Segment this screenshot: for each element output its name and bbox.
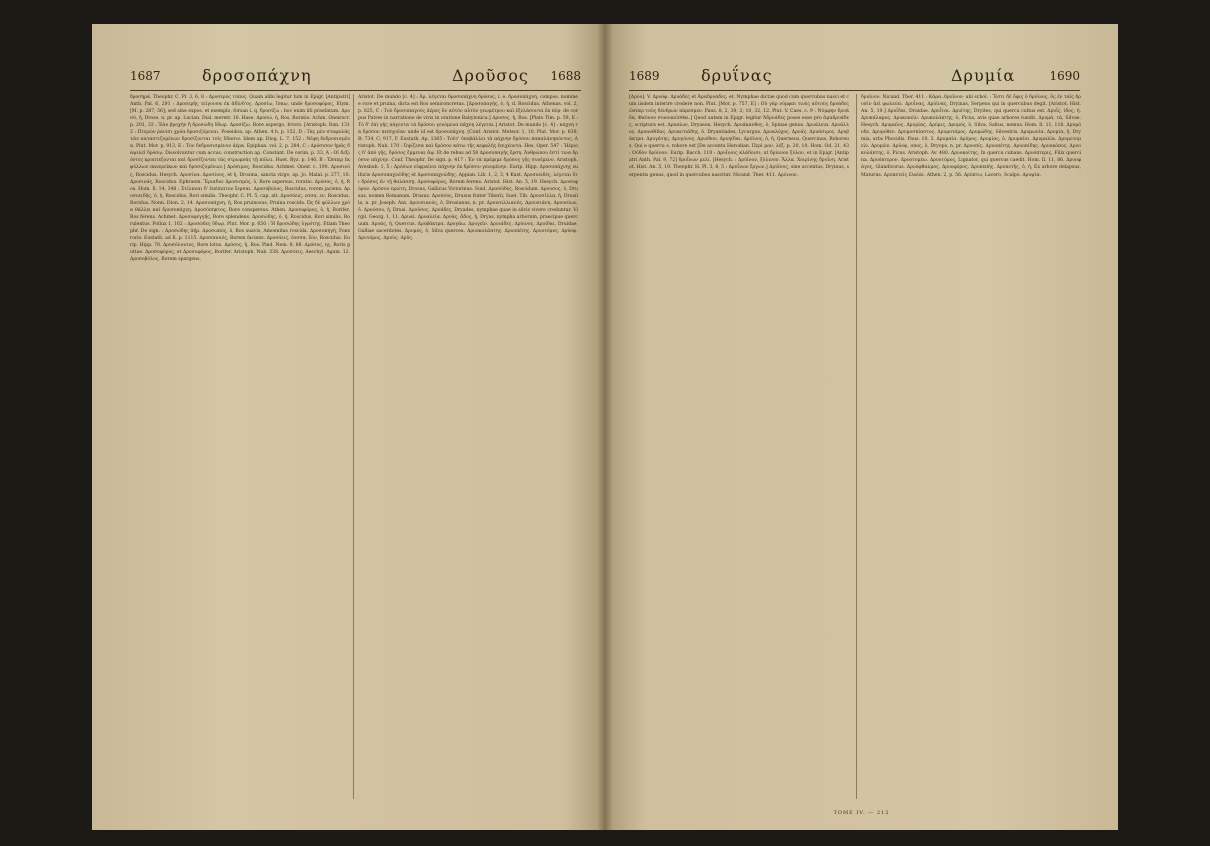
page-number: 1688	[550, 69, 581, 83]
running-headword: Δροῦσος	[452, 66, 529, 85]
text-column	[629, 94, 849, 799]
column-text: δρυΐνου. Nicand. Ther. 411 : Κάρα..δρυΐνου· ubi schol. : Ἔστι δὲ ὄφις ὁ δρύϊνος, ὃς ἐν ταῖς δρυσὶν ἀεὶ φωλεύει. Δρυΐνας, Δρύϊνας, Dryinas, Serpens qui in quercubus degit. [Aristot. Hist. An. 5, 19.] Δρυΐδαι, Druidae. Δρυΐται. Δρυίτης, Dryites, qui quercu cultus est. Δρυΐς, ίδος, ἡ. Δρυκάλαμος. Δρυκοπεῖν. Δρυκολάπτης, ὁ, Picus, avis quae arbores tundit. Δρυμά, τὰ, Silvae. Hesych. Δρυμαῖος. Δρυμίας. Δρύμις. Δρυμός, ὁ, Silva, Saltus, nemus. Hom. Il. 11, 118. Δρυμόνδε. Δρυμόθεν. Δρυμοσκίαστος. Δρυμοτόμος. Δρυμώδης, Silvestris. Δρυμωνία. Δρυμία, ἡ, Drymia, urbs Phocidis. Paus. 10, 3. Δρυμαία. Δρύμος. Δρυμίας, ὁ. Δρυμαῖοι. Δρυμαλία. Δρυμοτομεῖν. Δρυμῶν. Δρύοψ, οπος, ὁ, Dryops, n. pr. Δρυοπίς. Δρυοπέτης. Δρυοπίδης. Δρυοκόπος. Δρυοκολάπτης, ὁ, Picus. Aristoph. Av. 480. Δρυοκοίτης, In quercu cubans. Δρυόπτερις, Filix quercina. Δρυόπτερον. Δρυοτομέω. Δρυοτόμος, Lignator, qui quercus caedit. Hom. Il. 11, 86. Δρυοφάγος, Glandivorus. Δρυόφθαλμος. Δρυοφόρος. Δρυπεπής. Δρυπετής, ὁ, ἡ, Ex arbore delapsus, Maturus. Δρυπετεῖς ἐλαῖαι. Athen. 2, p. 56. Δρύπτω, Lacero, Scalpo. Δρυψία.	[861, 95, 1081, 178]
text-column	[130, 94, 350, 799]
running-headword: δροσοπάχνη	[202, 66, 312, 85]
column-text: [Δρύο]. V. Δρυόφ. Δρυάδες et Ἁμαδρυάδες, et, Nymphae dictae quod cum quercubus nasci et cum iisdem interire credere non. Plut. [Mor. p. 757, E] : Οὐ γὰρ νύμφαι τινὲς αὐτοὺς δρυάδες ὥσπερ τοὺς δένδρων πάρεσμεν. Paus. 8, 2, 39, 2; 10, 32, 12. Plut. V. Caes. c. 9 : Νύμφην δρυάδα, Φαῦνον συνοικεῖσθαι.] Quod autem in Epigr. legitur Ἀδρυάδες posse esse pro ἁμαδρυάδες, scriptura est. Δρυαίων, Dryaeon. Hesych. Δρυάκανθος, ὁ, Spinae genus. Δρυάλεια. Δρυάλλος. Δρυανθίδας. Δρυαντιάδης, ὁ, Dryantiades, Lycurgus. Δρυαλόχος. Δρυάς. Δρυάσιμος. Δρυβάκτρα. Δρυγάτης. Δρυγόνος. Δρυέθου. Δρυηίδαι. Δρύϊνος, ὁ, ἡ, Querneus, Quercinus, Roboreus, Qui e quercu s. robore est [De accentu Herodian. Περὶ μον. λέξ. p. 20, 10. Hom. Od. 21, 43 : Οὐδὸν δρύϊνον. Eurip. Bacch. 110 : Δρυΐνοις κλάδοισι; ut δρύινον ξύλον, et in Epigr. [Antipatri Anth. Pal. 9, 72] δρυΐνων μελί. [Hesych. : Δρύϊνον, ξύλινον. Ἄλλα. Χοιρίνης δρυΐνη. Aristot. Hist. An. 5, 19. Theophr. H. Pl. 3, 8, 5 : Δρυΐνων ἔργων.] Δρύϊνος, sine accentus, Dryinus, serpentis genus, quod in quercubus nascitur. Nicand. Ther. 411. Δρύινον.	[629, 95, 849, 178]
text-column	[358, 94, 578, 799]
running-headword: Δρυμία	[951, 66, 1016, 85]
page-header	[130, 64, 581, 88]
header-rule	[130, 90, 581, 91]
book-spine	[597, 24, 613, 830]
page-number: 1689	[629, 69, 660, 83]
column-text: δροσηρά. Theophr. C. Pl. 3, 6, 8 : Δροσερὸς τόπος. Quam alibi legitur tum in Epigr. [Antipatri] Anth. Pal. 6, 291 : Δροσερῆς τείγουσα ἐκ ἀδίνδ'ος. Δροσίω, ἴσκω, unde δροσοφόρος, Etym. [M. p. 287, 56]; sed sine expos. et exemplo, forsan i. q. δροσίζω : hoc enim illi praefatum. Δροσό, ἡ, Drose, n. pr. ap. Lucian. Dial. meretr. 10. Hase. Δροσώ, ἡ, Ros, Roratio. Achm. Oneirocr. p. 201, 33 : Ἐὰν βροχὴν ἢ δροσώδη ὕδωρ. Δροσίζω, Rore aspergo, Irroro. [Aristoph. Ran. 1312 : Πτερῶν ῥανίσι χρόα δροσιζόμεναι. Poseidon. ap. Athen. 4 b, p. 152, D : Τὰς μὲν σταφυλὰς τῶν καταστιζομένων δροσίζονται τοῖς ὕδασιν. Idem ap. Diog. L. 7, 152 : Νέφη δεδροσισμένα. Plut. Mor. p. 913, E : Τὸν δεδροσισμένον ἀέρα. Epiphan. vol. 2, p. 284, C : Δρόσισον ἡμᾶς δαψιλεῖ δρόσῳ. Dissolvuntur cum accus. construction ap. Constant. De cerim. p. 33, A : Οἱ δεξιόντες κρυπτεζονται καὶ δροσίζονται τὰς στρωμνὰς τῇ πόλει. Huet. Byz. p. 146, B : Ὥσπερ ἐκ φύλλων πανερείκων καὶ δροσιζομένων.] Δρόσιμος, Roscidus. Achmet. Oneir. c. 190. Δροσινός, Roscidus. Hesych. Δροσίνα. Δροσίνος, et ἡ, Drosina, sancta virgo, ap. Jo. Malal. p. 277, 10. Δροσινάς, Roscidus. Ephraem. Ἔριαδνε Δροσισμός, ὁ, Rore aspersus, roratio. Δρόσος, ὁ, ἡ, Ros. Hom. Il. 14, 348 : Στίλπναι δ' ἐπέπιπτον ἔερσαι. Δροσόβολος, Roscidus, rorem jaciens. Δροσοειδής, ὁ, ἡ, Roscidus, Rori similis. Theophr. C. Pl. 5, cap. alt. Δροσόεις, εσσα, εν, Roscidus, Roridus. Nonn. Dion. 2, 14. Δροσοπάχνη, ἡ, Ros pruinosus, Pruina roscida. Ὡς δὲ φύλλων χρόα θάλλει καὶ δροσοπάχνῃ. Δροσόπηκτος, Rore conspersus. Athen. Δροσοφόρος, ὁ, ἡ, Rorifer, Ros ferens. Achmet. Δροσοφεγγής, Rore splendens. Δροσώδης, ὁ, ἡ, Roscidus, Rori similis, Rorulentus. Pollux 1, 162 : Δροσῶδες ὕδωρ. Plut. Mor. p. 650 : Ἡ δροσώδης ὑγρότης. Etiam Theophr. De sign. : Δροσώδης ἀήρ. Δροσωπὸς, ὁ, Ros suavis, Amoenitas roscida. Δροσοπηγὴ, Fons roris. Eustath. ad Il. p. 1115. Δροσοποιός, Rorem faciens. Δροσόεις, ἐοσσα, ἔον, Roscidus. Eurip. Hipp. 78. Δροσόλουτος, Rore lotus. Δρόσος, ἡ, Ros. Pind. Nem. 8, 68. Δρόσος, ης, Roris guttae. Δροσοφόρος, et Δροσοφόρος, Rorifer. Aristoph. Nub. 338. Δροσόεις, Aeschyl. Agam. 12. Δροσοβόλος, Rorem spargens.	[130, 95, 350, 263]
column-divider	[856, 94, 857, 799]
page-number: 1690	[1049, 69, 1080, 83]
page-number: 1687	[130, 69, 161, 83]
column-text: Aristot. De mundo [c. 4] : Ἀρ. λέγεται δροσοπάχνη δρόσος, i. e. δροσοπάχνη, compos. nomine e rore et pruina, dicta est Ros semiconcretus. [Δροσοπαγής, ὁ, ἡ, d. Roscidus. Athenas. vol. 2, p. 825, C : Τοῦ δροσοπαγοῦς ἀέρος ὅν αὐτὸν αὐτὸν γεωμέτρου καὶ ἐξελάσοντα ἐκ πῦρ· de corpus Patres in narratione de viris in oratione Babylonica.] Δροσος, ἡ, Ros. [Plato Tim. p. 59, E : Τὸ δ' ἐπὶ γῆς πάγεντα τὰ δρόσου γενόμενα πάχνη λέγεται.] Aristot. De mundo [c. 4] : κάχνη τὰ δρόσον πεπηγυῖαν unde id est δροσοπάχνη. [Conf. Aristot. Meteor. 1, 10, Plut. Mor. p. 639, B; 734, C; 917, F. Eustath. Ap. 1365 : Τοῦτ' ὑποβάλλει τὰ πάχνην δρόσου παπαλάνηπόντος. Aristoph. Nub. 170 : Ὀψίζεσα καὶ δρόσον κάτω τῆς κεφαλῆς ἐπιχέοντα. Hes. Oper. 547 : Ἠέριος δ' ἀπὸ γῆς, δρόσος ἔμμεναι ἄψ. Et de rebus ad 58 Δροσοπαγὴς ἔρση. Ἀνθρώπου ἐστί τινα δρόσον πάχνην. Conf. Theophr. De sign. p. 417 : Ἐν τὰ πρέφιμε δρόσος γῆς συνέμενο. Aristoph. Avesbuh. 1, 5 : Δρόσων εὐφραίνει πάχνην ἐκ δρόσου γενομένην. Eurip. Hipp. Δροσοπάχνης sulfuris Δροσοπαχνῶδης et Δροσοπαχνώδης. Appian. Lib. 1, 2, 3, 4 Kust. Δροσοειδές, λέγεται ὅτι δρόσος ἐν τῇ θαλάσσῃ. Δροσοφόρος, Rorem ferens. Aristot. Hist. An. 5, 19. Hesych. Δροσοφόρον. Δρόσου πρώτη, Drosus, Gallicus Victorinus. Suid. Δροσῶδες, Roscidum. Δρουσος, ὁ, Drusus, nomen Romanum, Drusus. Δρούσος, Drusus frater Tiberii, Suet. Tib. Δρουσίλλα, ἡ, Drusilla, n. pr. Joseph. Ant. Δρουσιανός, ὁ, Drusianus, n. pr. Δρουσιλλιανός. Δρουσιάνη. Δρουσίων, ὁ. Δρούσου, ἡ, Drusi. Δροῦσος. Δρυάδες, Dryades, nymphae quae in silvis vivere creduntur. Virgil. Georg. 1, 11. Δρυαί. Δρυαλεία. Δρυὰς, ἄδος, ἡ, Dryas, nympha arborum, praecipue quercuum. Δρυάς, ἡ, Quercus. Δρυβάκτρα. Δρυγάω. Δρυγεῖν. Δρυιάδες. Δρύινος. Δρυίδαι, Druidae, Galliae sacerdotes. Δρυμός, ὁ, Silva quercea. Δρυοκολάπτης. Δρυοπέτης. Δρυοτόμος. Δρύοψ. Δρυτόμος. Δρυῦς. Δρῦς.	[358, 95, 578, 241]
page-header	[629, 64, 1080, 88]
page-footer: TOME IV. — 212	[833, 810, 890, 816]
text-column	[861, 94, 1081, 799]
left-page	[92, 24, 605, 830]
column-divider	[353, 94, 354, 799]
running-headword: δρυΐνας	[701, 66, 773, 85]
header-rule	[629, 90, 1080, 91]
right-page	[605, 24, 1118, 830]
open-book	[92, 24, 1118, 830]
